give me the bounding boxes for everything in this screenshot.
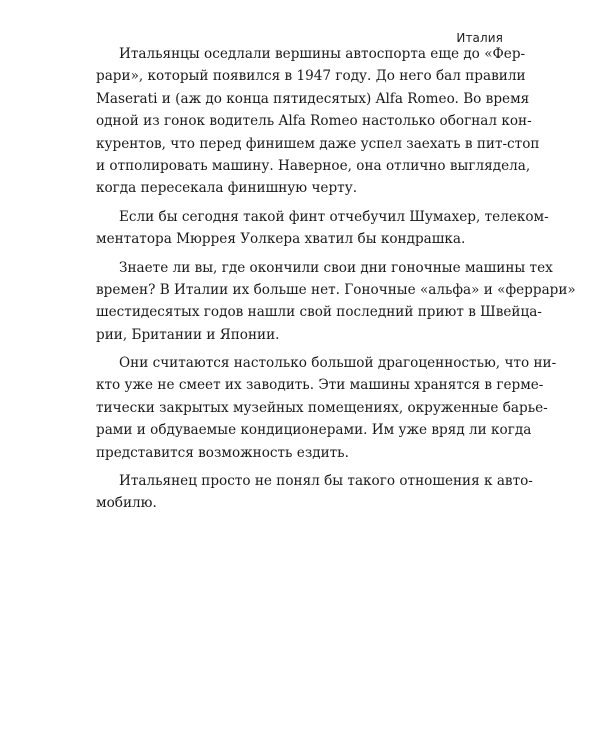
text-line: одной из гонок водитель Alfa Romeo настолько обогнал кон- — [96, 113, 532, 130]
text-line: рами и обдуваемые кондиционерами. Им уже вряд ли когда — [96, 422, 532, 439]
text-line: ментатора Мюррея Уолкера хватил бы кондрашка. — [96, 231, 466, 248]
text-line: рари», который появился в 1947 году. До него бал правили — [96, 68, 526, 85]
paragraph — [96, 470, 533, 515]
paragraph — [96, 352, 557, 464]
running-header: Италия — [456, 31, 503, 45]
text-line: Итальянец просто не понял бы такого отношения к авто- — [119, 473, 533, 490]
text-line: Они считаются настолько большой драгоценностью, что ни- — [119, 355, 557, 372]
text-line: Знаете ли вы, где окончили свои дни гоночные машины тех — [119, 259, 553, 276]
text-line: и отполировать машину. Наверное, она отлично выглядела, — [96, 157, 531, 174]
paragraph — [96, 257, 576, 347]
text-line: времен? В Италии их больше нет. Гоночные «альфа» и «феррари» — [96, 281, 576, 298]
paragraph — [96, 206, 549, 251]
text-line: Maserati и (аж до конца пятидесятых) Alfa Romeo. Во время — [96, 90, 530, 107]
text-line: когда пересекала финишную черту. — [96, 180, 358, 197]
text-line: курентов, что перед финишем даже успел заехать в пит-стоп — [96, 135, 540, 152]
text-line: Если бы сегодня такой финт отчебучил Шумахер, телеком- — [119, 208, 549, 225]
text-line: Итальянцы оседлали вершины автоспорта еще до «Фер- — [119, 46, 526, 62]
text-line: шестидесятых годов нашли свой последний приют в Швейца- — [96, 304, 542, 321]
text-line: кто уже не смеет их заводить. Эти машины хранятся в герме- — [96, 377, 544, 394]
paragraph — [96, 43, 540, 200]
text-line: мобилю. — [96, 495, 157, 512]
text-line: рии, Британии и Японии. — [96, 326, 280, 343]
text-line: представится возможность ездить. — [96, 444, 349, 461]
text-line: тически закрытых музейных помещениях, окруженные барье- — [96, 399, 548, 416]
body-text — [96, 43, 576, 521]
